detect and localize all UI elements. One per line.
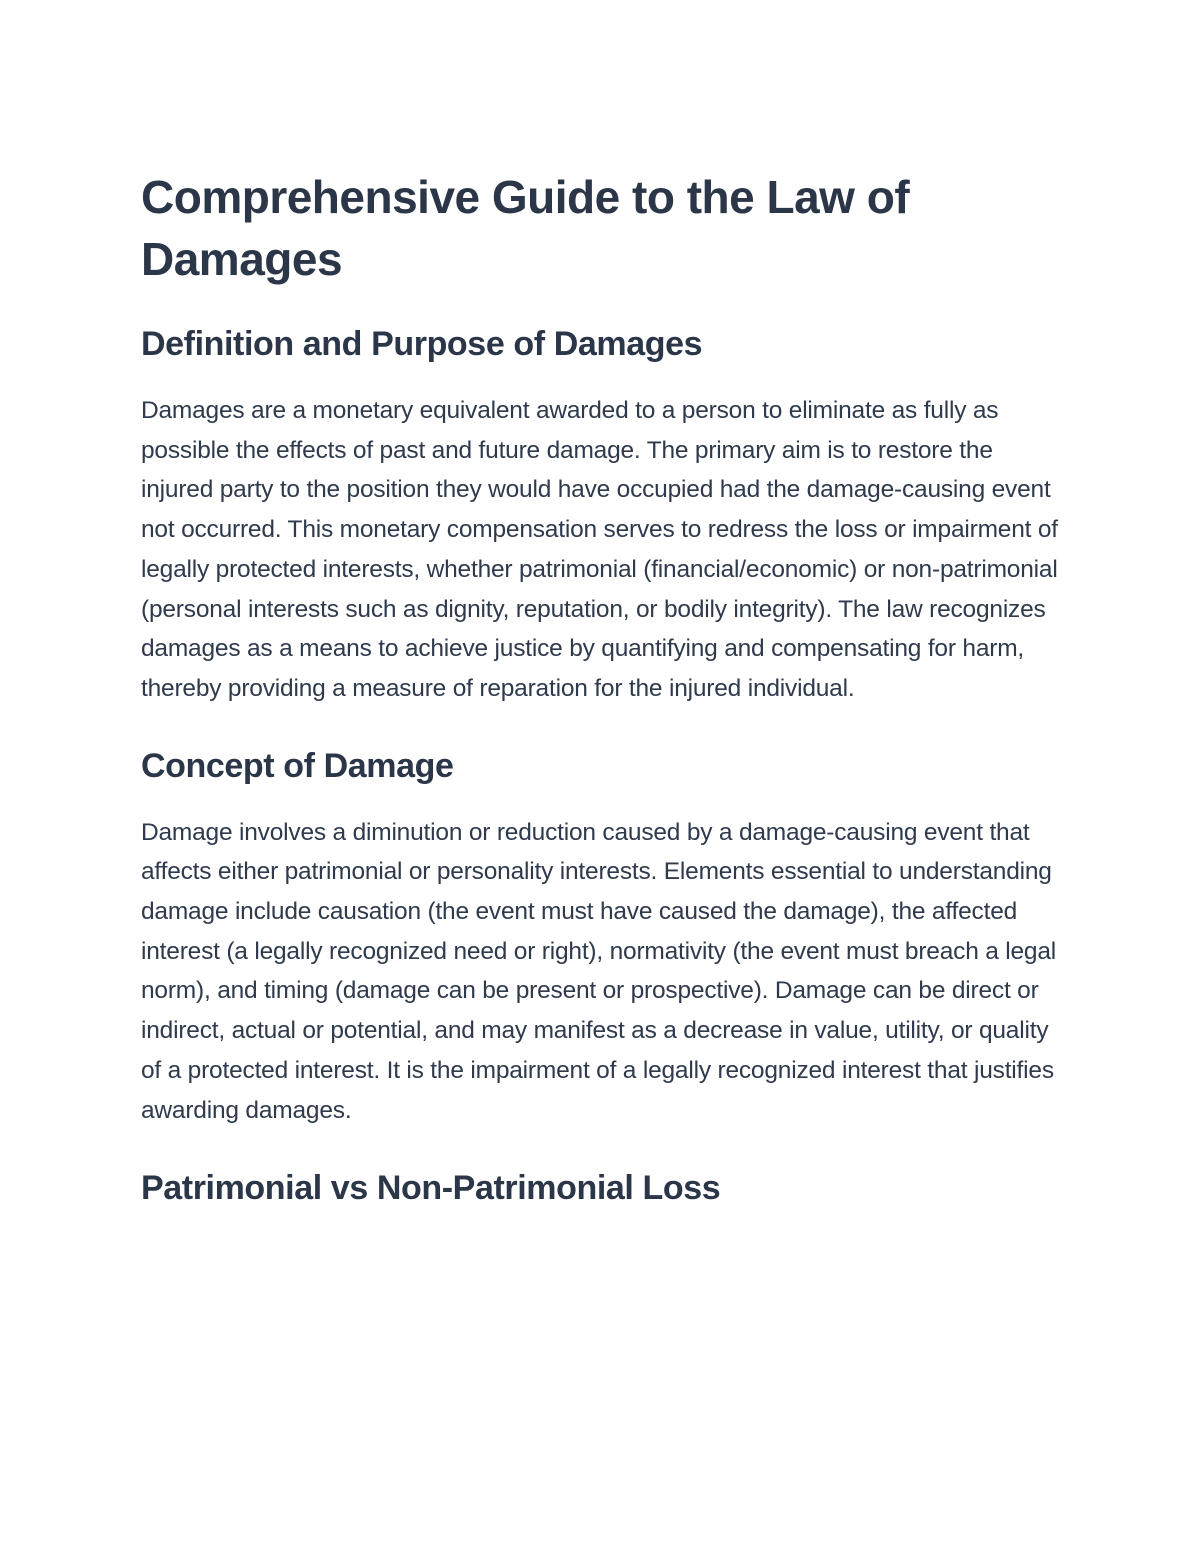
section-heading-patrimonial: Patrimonial vs Non-Patrimonial Loss [141,1169,721,1208]
document-page [141,166,1066,1210]
document-title: Comprehensive Guide to the Law of Damages [141,171,910,285]
section-body-concept: Damage involves a diminution or reduction caused by a damage-causing event that affects either patrimonial or personality interests. Elements essential to understanding damage include causation (the event must have caused the damage), the affected interest (a legally recognized need or right), normativity (the event must breach a legal norm), and timing (damage can be present or prospective). Damage can be direct or indirect, actual or potential, and may manifest as a decrease in value, utility, or quality of a protected interest. It is the impairment of a legally recognized interest that justifies awarding damages. [141,818,1057,1124]
section-body-definition: Damages are a monetary equivalent awarded to a person to eliminate as fully as possible the effects of past and future damage. The primary aim is to restore the injured party to the position they would have occupied had the damage-causing event not occurred. This monetary compensation serves to redress the loss or impairment of legally protected interests, whether patrimonial (financial/economic) or non-patrimonial (personal interests such as dignity, reputation, or bodily integrity). The law recognizes damages as a means to achieve justice by quantifying and compensating for harm, thereby providing a measure of reparation for the injured individual. [141,397,1058,702]
section-heading-concept: Concept of Damage [141,746,454,785]
section-heading-definition: Definition and Purpose of Damages [141,325,703,363]
